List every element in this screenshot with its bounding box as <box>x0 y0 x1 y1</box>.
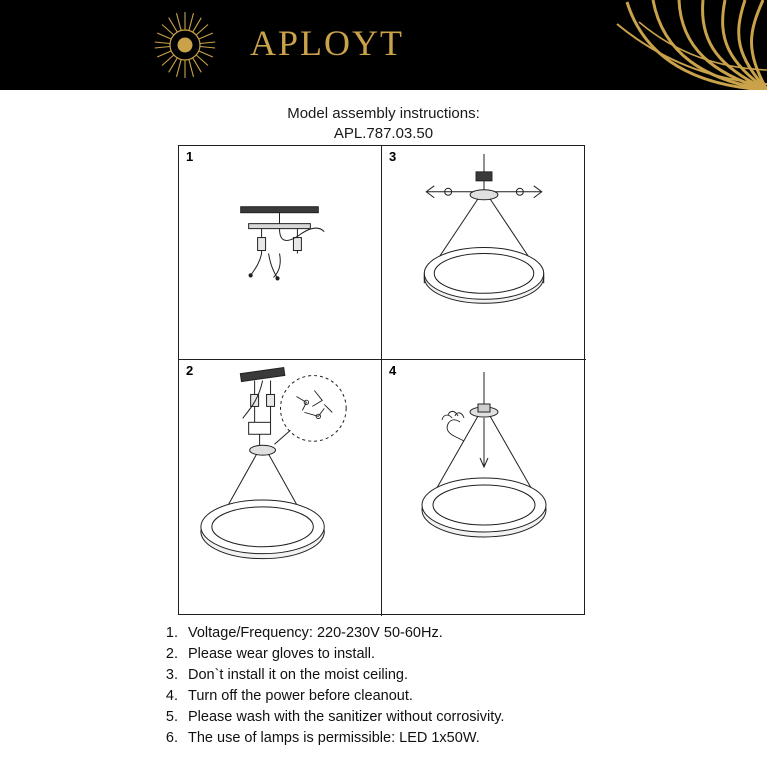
note-number: 4. <box>165 688 178 704</box>
note-number: 3. <box>165 667 178 683</box>
ring-height-adjustment-diagram <box>382 360 586 616</box>
note-text: Don`t install it on the moist ceiling. <box>188 667 409 683</box>
step-number: 4 <box>389 363 397 378</box>
list-item <box>150 665 670 686</box>
safety-notes-list <box>150 623 670 749</box>
list-item <box>150 686 670 707</box>
assembly-steps-grid <box>178 145 585 615</box>
page-title <box>0 104 767 145</box>
note-text: Turn off the power before cleanout. <box>188 688 413 704</box>
list-item <box>150 728 670 749</box>
ring-wiring-connection-detail-diagram <box>179 360 381 616</box>
note-text: Please wash with the sanitizer without corrosivity. <box>188 709 505 725</box>
list-item <box>150 707 670 728</box>
note-number: 2. <box>165 646 178 662</box>
suspended-ring-with-crossbar-diagram <box>382 146 586 359</box>
model-code: APL.787.03.50 <box>333 125 434 143</box>
brand-banner <box>0 0 767 90</box>
golden-rays-icon <box>467 0 767 90</box>
sunburst-logo-icon <box>150 10 220 80</box>
assembly-step-1 <box>179 146 382 360</box>
note-number: 1. <box>165 625 178 641</box>
note-number: 5. <box>165 709 178 725</box>
step-number: 3 <box>389 149 397 164</box>
note-number: 6. <box>165 730 178 746</box>
step-number: 2 <box>186 363 194 378</box>
note-text: Please wear gloves to install. <box>188 646 375 662</box>
instructions-heading: Model assembly instructions: <box>287 105 480 122</box>
brand-wordmark: APLOYT <box>250 23 404 63</box>
ceiling-plate-and-wires-diagram <box>179 146 381 359</box>
list-item <box>150 623 670 644</box>
note-text: Voltage/Frequency: 220-230V 50-60Hz. <box>188 625 443 641</box>
assembly-step-4 <box>382 360 586 616</box>
step-number: 1 <box>186 149 194 164</box>
list-item <box>150 644 670 665</box>
assembly-step-2 <box>179 360 382 616</box>
assembly-step-3 <box>382 146 586 360</box>
note-text: The use of lamps is permissible: LED 1x50W. <box>188 730 480 746</box>
